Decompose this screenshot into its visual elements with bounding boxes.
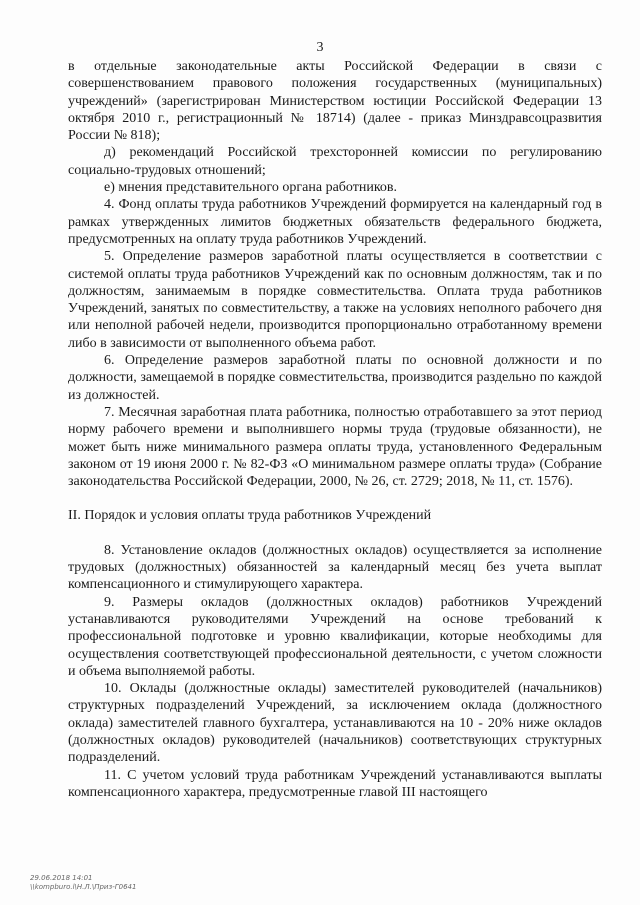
paragraph-11: 11. С учетом условий труда работникам Учреждений устанавливаются выплаты компенсационного характера, предусмотренные главой III настоящего <box>68 767 602 800</box>
paragraph-item-e: е) мнения представительного органа работников. <box>104 180 398 196</box>
paragraph-8: 8. Установление окладов (должностных окладов) осуществляется за исполнение трудовых (должностных) обязанностей за календарный месяц без учета выплат компенсационного и стимулирующего характера. <box>68 542 602 593</box>
paragraph-10: 10. Оклады (должностные оклады) заместителей руководителей (начальников) структурных подразделений Учреждений, за исключением оклада (должностного оклада) заместителей главного бухгалтера, устанавливаются на 10 - 20% ниже окладов (должностных окладов) руководителей (начальников) соответствующих структурных подразделений. <box>68 681 602 766</box>
paragraph-5: 5. Определение размеров заработной платы осуществляется в соответствии с системой оплаты труда работников Учреждений как по основным должностям, так и по должностям, занимаемым в порядке совместительства. Оплата труда работников Учреждений, занятых по совместительству, а также на условиях неполного рабочего дня или неполной рабочей недели, производится пропорционально отработанному времени либо в зависимости от выполненного объема работ. <box>68 249 602 351</box>
paragraph-continuation: в отдельные законодательные акты Российской Федерации в связи с совершенствованием правового положения государственных (муниципальных) учреждений» (зарегистрирован Министерством юстиции Российской Федерации 13 октября 2010 г., регистрационный № 18714) (далее - приказ Минздравсоцразвития России № 818); <box>68 59 602 144</box>
page-number: 3 <box>316 40 324 55</box>
footer-date: 29.06.2018 14:01 <box>30 874 93 882</box>
paragraph-6: 6. Определение размеров заработной платы по основной должности и по должности, замещаемой в порядке совместительства, производится раздельно по каждой из должностей. <box>68 353 602 403</box>
footer-path: \\kompburo.l\Н.Л.\Приз-Г0641 <box>30 883 137 891</box>
paragraph-4: 4. Фонд оплаты труда работников Учреждений формируется на календарный год в рамках утвержденных лимитов бюджетных обязательств федерального бюджета, предусмотренных на оплату труда работников Учреждений. <box>68 197 602 247</box>
footer-stamp <box>30 874 136 892</box>
paragraph-9: 9. Размеры окладов (должностных окладов) работников Учреждений устанавливаются руководителями Учреждений на основе требований к профессиональной подготовке и уровню квалификации, которые необходимы для осуществления соответствующей профессиональной деятельности, с учетом сложности и объема выполняемой работы. <box>68 594 602 679</box>
paragraph-item-d: д) рекомендаций Российской трехсторонней комиссии по регулированию социально-трудовых отношений; <box>68 145 602 178</box>
document-body <box>68 58 602 801</box>
section-heading: II. Порядок и условия оплаты труда работников Учреждений <box>68 508 432 524</box>
paragraph-7: 7. Месячная заработная плата работника, полностью отработавшего за этот период норму рабочего времени и выполнившего нормы труда (трудовые обязанности), не может быть ниже минимального размера оплаты труда, установленного Федеральным законом от 19 июня 2000 г. № 82-ФЗ «О минимальном размере оплаты труда» (Собрание законодательства Российской Федерации, 2000, № 26, ст. 2729; 2018, № 11, ст. 1576). <box>68 404 602 490</box>
